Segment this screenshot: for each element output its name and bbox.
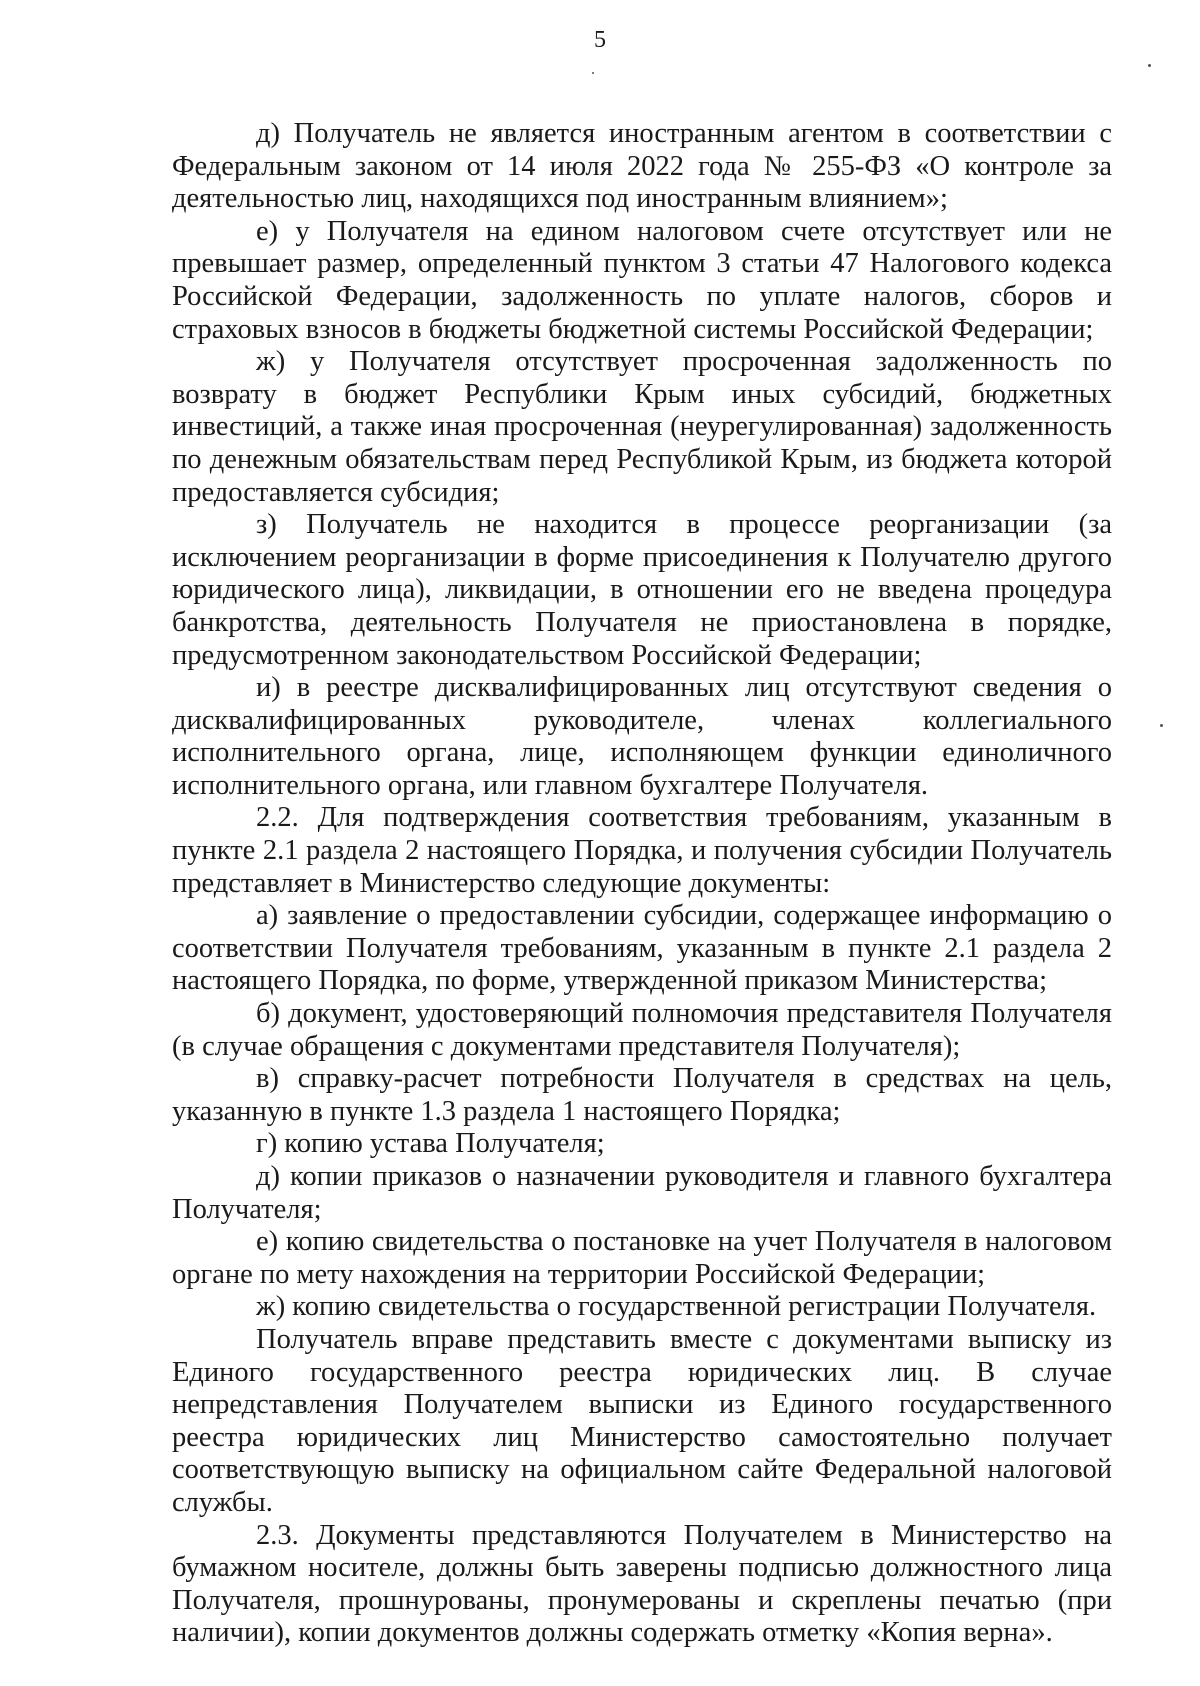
paragraph-z-reorganization: з) Получатель не находится в процессе реорганизации (за исключением реорганизации в форме присоединения к Получателю другого юридического лица), ликвидации, в отношении его не введена процедура банкротства, деятельность Получателя не приостановлена в порядке, предусмотренном законодательством Российской Федерации;: [172, 509, 1112, 671]
scan-speck: [1160, 724, 1163, 727]
paragraph-e-tax-debt: е) у Получателя на едином налоговом счете отсутствует или не превышает размер, определенный пунктом 3 статьи 47 Налогового кодекса Российской Федерации, задолженность по уплате налогов, сборов и страховых взносов в бюджеты бюджетной системы Российской Федерации;: [172, 215, 1112, 345]
paragraph-zh-state-registration: ж) копию свидетельства о государственной регистрации Получателя.: [256, 1291, 1097, 1323]
paragraph-2-3: 2.3. Документы представляются Получателем в Министерство на бумажном носителе, должны быть заверены подписью должностного лица Получателя, прошнурованы, пронумерованы и скреплены печатью (при наличии), копии документов должны содержать отметку «Копия верна».: [172, 1519, 1112, 1649]
paragraph-zh-overdue-debt: ж) у Получателя отсутствует просроченная задолженность по возврату в бюджет Республики Крым иных субсидий, бюджетных инвестиций, а также иная просроченная (неурегулированная) задолженность по денежным обязательствам перед Республикой Крым, из бюджета которой предоставляется субсидия;: [172, 346, 1112, 508]
scan-speck: [592, 72, 594, 74]
paragraph-d-foreign-agent: д) Получатель не является иностранным агентом в соответствии с Федеральным законом от 14 июля 2022 года № 255-ФЗ «О контроле за деятельностью лиц, находящихся под иностранным влиянием»;: [172, 118, 1112, 215]
paragraph-v-calculation: в) справку-расчет потребности Получателя в средствах на цель, указанную в пункте 1.3 раздела 1 настоящего Порядка;: [172, 1063, 1112, 1127]
paragraph-d-orders: д) копии приказов о назначении руководителя и главного бухгалтера Получателя;: [172, 1161, 1112, 1225]
paragraph-g-charter: г) копию устава Получателя;: [256, 1128, 605, 1160]
paragraph-egrul-extract: Получатель вправе представить вместе с документами выписку из Единого государственного реестра юридических лиц. В случае непредставления Получателем выписки из Единого государственного реестра юридических лиц Министерство самостоятельно получает соответствующую выписку на официальном сайте Федеральной налоговой службы.: [172, 1323, 1112, 1518]
paragraph-b-authority-doc: б) документ, удостоверяющий полномочия представителя Получателя (в случае обращения с документами представителя Получателя);: [172, 998, 1112, 1062]
paragraph-i-disqualified: и) в реестре дисквалифицированных лиц отсутствуют сведения о дисквалифицированных руководителе, членах коллегиального исполнительного органа, лице, исполняющем функции единоличного исполнительного органа, или главном бухгалтере Получателя.: [172, 672, 1112, 801]
paragraph-2-2: 2.2. Для подтверждения соответствия требованиям, указанным в пункте 2.1 раздела 2 настоящего Порядка, и получения субсидии Получатель представляет в Министерство следующие документы:: [172, 802, 1112, 899]
scan-speck: [1148, 64, 1151, 67]
page-number: 5: [594, 27, 606, 53]
paragraph-e-tax-registration: е) копию свидетельства о постановке на учет Получателя в налоговом органе по мету нахождения на территории Российской Федерации;: [172, 1226, 1112, 1290]
paragraph-a-application: а) заявление о предоставлении субсидии, содержащее информацию о соответствии Получателя требованиям, указанным в пункте 2.1 раздела 2 настоящего Порядка, по форме, утвержденной приказом Министерства;: [172, 900, 1112, 997]
document-body: [172, 118, 1112, 1650]
